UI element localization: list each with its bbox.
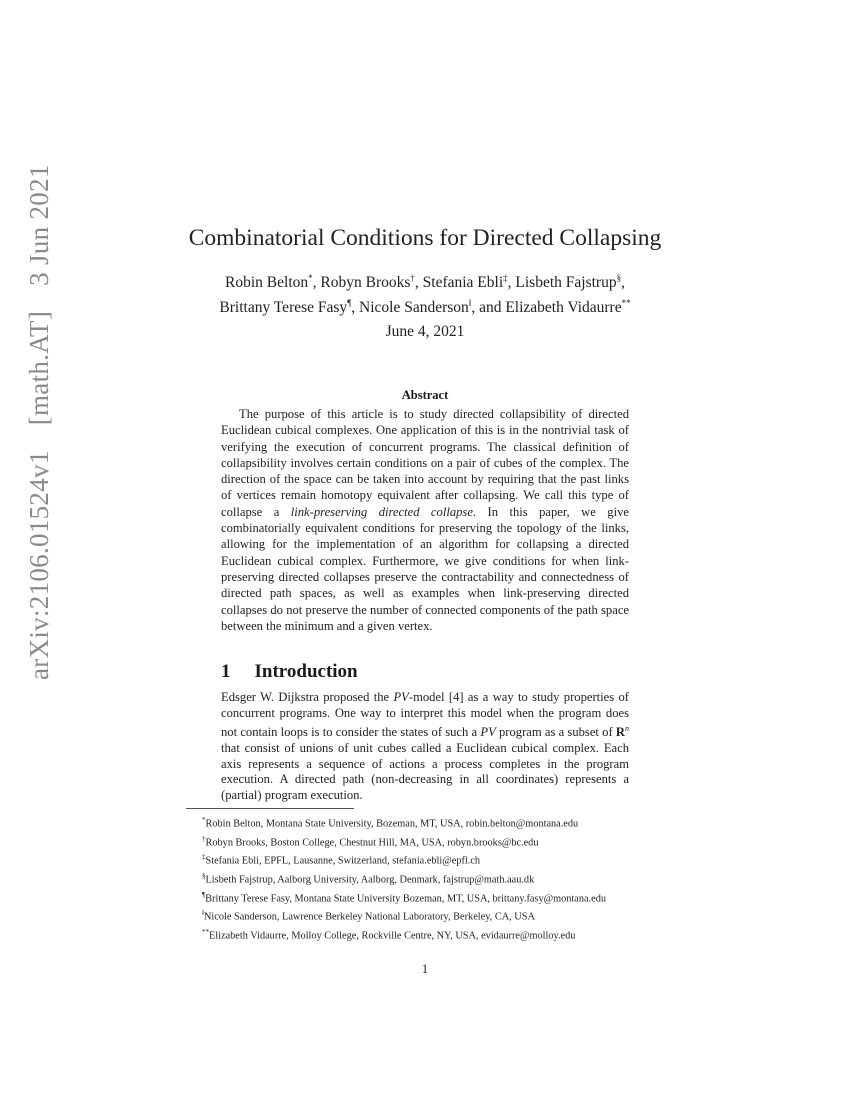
body-text: program as a subset of [495, 725, 616, 740]
arxiv-id: arXiv:2106.01524v1 [24, 450, 54, 680]
footnote-mark: ‖ [202, 909, 204, 918]
abstract-text: The purpose of this article is to study directed collapsibility of directed Euclidean cubical complexes. One application of this is in the nontrivial task of verifying the execution of concurrent programs. The classical definition of collapsibility involves certain conditions on a pair of cubes of the complex. The direction of the space can be taken into account by requiring that the past links of vertices remain homotopy equivalent after collapsing. We call this type of collapse a [221, 407, 629, 519]
footnote [186, 925, 663, 944]
arxiv-date: 3 Jun 2021 [24, 164, 54, 286]
footnote-text: Brittany Terese Fasy, Montana State University Bozeman, MT, USA, brittany.fasy@montana.edu [205, 892, 606, 904]
body-text: Edsger W. Dijkstra proposed the [221, 690, 394, 704]
footnote-mark: ** [202, 927, 209, 936]
footnote-mark: ¶ [202, 890, 206, 899]
section-heading [221, 661, 358, 683]
footnote-mark: ¶ [347, 298, 352, 309]
paper-title: Combinatorial Conditions for Directed Collapsing [188, 225, 662, 251]
page-number: 1 [421, 962, 429, 976]
abstract-heading: Abstract [401, 388, 449, 402]
author-list [0, 268, 850, 318]
math-pv: PV [393, 690, 409, 704]
footnotes [186, 813, 663, 943]
author-line-2: Brittany Terese Fasy¶, Nicole Sanderson‖, and Elizabeth Vidaurre** [219, 298, 631, 317]
math-reals: R [615, 725, 625, 740]
section-number: 1 [221, 661, 231, 682]
footnote-text: Robin Belton, Montana State University, Bozeman, MT, USA, robin.belton@montana.edu [205, 818, 579, 830]
author: Nicole Sanderson [359, 299, 469, 317]
footnote [186, 888, 663, 907]
footnote [186, 850, 663, 869]
footnote-mark: ‖ [468, 298, 472, 309]
footnote-mark: * [308, 273, 313, 283]
footnote-mark: ‡ [503, 273, 508, 283]
abstract-emphasis: link-preserving directed collapse [290, 504, 473, 519]
footnote-text: Lisbeth Fajstrup, Aalborg University, Aalborg, Denmark, fajstrup@math.aau.dk [205, 874, 535, 886]
body-text: that consist of unions of unit cubes called a Euclidean cubical complex. Each axis represents a sequence of actions a process completes in the program execution. A directed path (non-decreasing in all coordinates) represents a (partial) program execution. [221, 740, 629, 802]
footnote-mark: § [616, 273, 622, 283]
footnote [186, 813, 663, 832]
author: Robin Belton [225, 274, 309, 292]
footnote-rule [186, 808, 354, 809]
author-line-1: Robin Belton*, Robyn Brooks†, Stefania Ebli‡, Lisbeth Fajstrup§, [225, 273, 625, 292]
author: Brittany Terese Fasy [219, 299, 348, 317]
abstract-text: . In this paper, we give combinatorially equivalent conditions for preserving the topology of the links, allowing for the implementation of an algorithm for collapsing a directed Euclidean cubical complex. Furthermore, we give conditions for when link-preserving directed collapses preserve the contractability and connectedness of directed path spaces, as well as examples when link-preserving directed collapses do not preserve the number of connected components of the path space between the minimum and a given vertex. [221, 504, 629, 633]
abstract-body [221, 406, 629, 634]
math-pv: PV [480, 725, 496, 740]
author: Stefania Ebli [422, 274, 504, 292]
footnote-mark: † [202, 834, 206, 843]
footnote-text: Elizabeth Vidaurre, Molloy College, Rockville Centre, NY, USA, evidaurre@molloy.edu [209, 930, 576, 942]
footnote-text: Robyn Brooks, Boston College, Chestnut Hill, MA, USA, robyn.brooks@bc.edu [205, 837, 539, 849]
paper-date: June 4, 2021 [385, 323, 465, 340]
footnote-mark: * [202, 816, 206, 824]
arxiv-category: [math.AT] [24, 310, 54, 426]
footnote-text: Stefania Ebli, EPFL, Lausanne, Switzerland, stefania.ebli@epfl.ch [205, 855, 481, 867]
footnote-text: Nicole Sanderson, Lawrence Berkeley National Laboratory, Berkeley, CA, USA [203, 911, 535, 923]
footnote-mark: † [410, 273, 415, 283]
footnote-mark: § [202, 871, 206, 880]
citation-text[interactable]: -model [4] as a way to study properties of concurrent programs. One way to interpret this model when the program does not contain loops is to consider the states of such a [221, 690, 629, 740]
section-title: Introduction [254, 661, 358, 682]
footnote [186, 832, 663, 851]
author: Robyn Brooks [320, 274, 411, 292]
author: Lisbeth Fajstrup [515, 274, 617, 292]
author: and Elizabeth Vidaurre [479, 299, 622, 317]
footnote-mark: ** [621, 298, 631, 309]
footnote [186, 869, 663, 888]
intro-paragraph [221, 690, 629, 803]
footnote-mark: ‡ [202, 853, 206, 862]
footnote [186, 906, 663, 925]
math-exponent: n [624, 724, 629, 734]
